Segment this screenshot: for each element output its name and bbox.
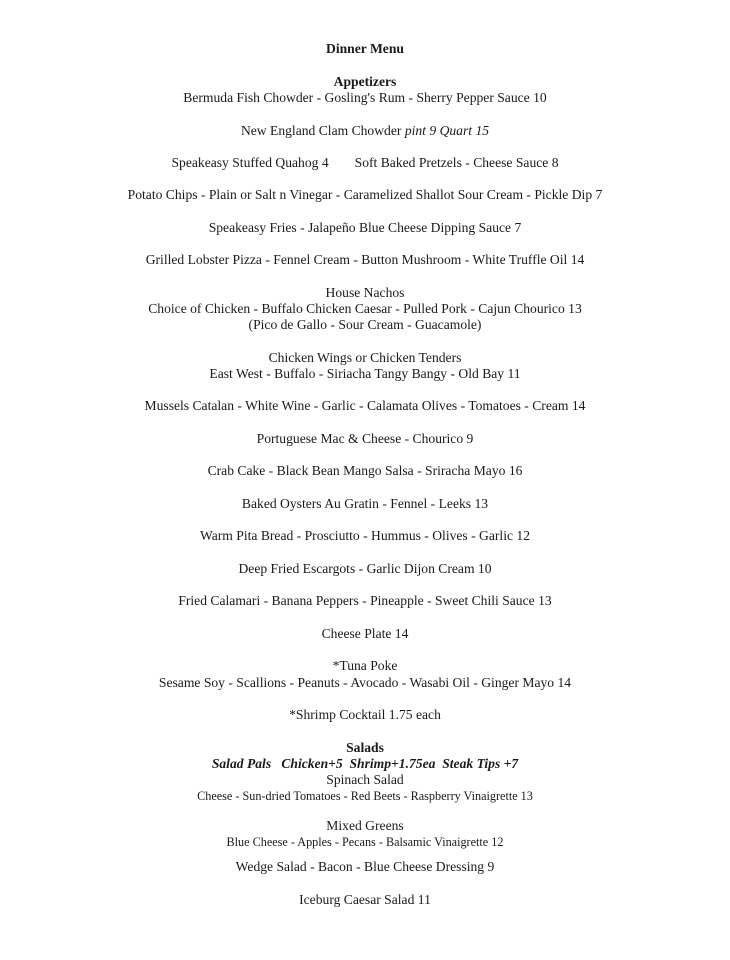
- salad-pals-steak: Steak Tips +7: [442, 756, 519, 771]
- mixed-greens-description: Blue Cheese - Apples - Pecans - Balsamic Vinaigrette 12: [226, 835, 504, 849]
- salad-pals-chicken: Chicken+5: [281, 756, 343, 771]
- clam-chowder-quart-price: Quart 15: [439, 123, 490, 138]
- nachos-toppings: (Pico de Gallo - Sour Cream - Guacamole): [248, 317, 482, 332]
- menu-item-caesar-salad: Iceburg Caesar Salad 11: [299, 892, 431, 907]
- menu-item-baked-oysters: Baked Oysters Au Gratin - Fennel - Leeks 13: [241, 496, 489, 511]
- menu-row-quahog-pretzels: [0, 155, 730, 171]
- menu-item-pita-bread: Warm Pita Bread - Prosciutto - Hummus - Olives - Garlic 12: [200, 528, 530, 543]
- menu-item-escargots: Deep Fried Escargots - Garlic Dijon Cream 10: [238, 561, 492, 576]
- appetizers-heading: Appetizers: [333, 74, 397, 89]
- clam-chowder-pint-price: pint 9: [404, 123, 437, 138]
- menu-item-shrimp-cocktail: *Shrimp Cocktail 1.75 each: [289, 707, 441, 722]
- menu-title: Dinner Menu: [326, 41, 404, 56]
- wings-sauces: East West - Buffalo - Siriacha Tangy Bangy - Old Bay 11: [209, 366, 521, 381]
- menu-item-mac-cheese: Portuguese Mac & Cheese - Chourico 9: [256, 431, 474, 446]
- menu-item-chicken-wings: Chicken Wings or Chicken Tenders: [268, 350, 462, 365]
- nachos-choices: Choice of Chicken - Buffalo Chicken Caesar - Pulled Pork - Cajun Chourico 13: [148, 301, 582, 316]
- menu-item-potato-chips: Potato Chips - Plain or Salt n Vinegar - Caramelized Shallot Sour Cream - Pickle Dip 7: [127, 187, 603, 202]
- clam-chowder-name: New England Clam Chowder: [240, 123, 402, 138]
- menu-item-wedge-salad: Wedge Salad - Bacon - Blue Cheese Dressing 9: [235, 859, 495, 874]
- salads-heading: Salads: [346, 740, 384, 755]
- menu-item-house-nachos: House Nachos: [325, 285, 405, 300]
- salad-pals-label: Salad Pals: [211, 756, 272, 771]
- menu-item-bermuda-chowder: Bermuda Fish Chowder - Gosling's Rum - Sherry Pepper Sauce 10: [183, 90, 547, 105]
- salad-pals-shrimp: Shrimp+1.75ea: [349, 756, 436, 771]
- menu-item-crab-cake: Crab Cake - Black Bean Mango Salsa - Sriracha Mayo 16: [207, 463, 523, 478]
- menu-item-clam-chowder: [0, 123, 730, 139]
- menu-item-spinach-salad: Spinach Salad: [326, 772, 404, 787]
- menu-item-lobster-pizza: Grilled Lobster Pizza - Fennel Cream - Button Mushroom - White Truffle Oil 14: [145, 252, 585, 267]
- salad-pals-row: [0, 756, 730, 772]
- menu-item-tuna-poke: *Tuna Poke: [332, 658, 398, 673]
- spinach-salad-description: Cheese - Sun-dried Tomatoes - Red Beets - Raspberry Vinaigrette 13: [197, 789, 533, 803]
- menu-item-speakeasy-fries: Speakeasy Fries - Jalapeño Blue Cheese Dipping Sauce 7: [208, 220, 522, 235]
- menu-item-stuffed-quahog: Speakeasy Stuffed Quahog 4: [171, 155, 329, 170]
- menu-item-cheese-plate: Cheese Plate 14: [321, 626, 409, 641]
- menu-item-mixed-greens: Mixed Greens: [326, 818, 404, 833]
- menu-item-mussels: Mussels Catalan - White Wine - Garlic - Calamata Olives - Tomatoes - Cream 14: [144, 398, 586, 413]
- tuna-poke-description: Sesame Soy - Scallions - Peanuts - Avocado - Wasabi Oil - Ginger Mayo 14: [158, 675, 572, 690]
- menu-item-soft-pretzels: Soft Baked Pretzels - Cheese Sauce 8: [354, 155, 559, 170]
- menu-item-calamari: Fried Calamari - Banana Peppers - Pineapple - Sweet Chili Sauce 13: [178, 593, 552, 608]
